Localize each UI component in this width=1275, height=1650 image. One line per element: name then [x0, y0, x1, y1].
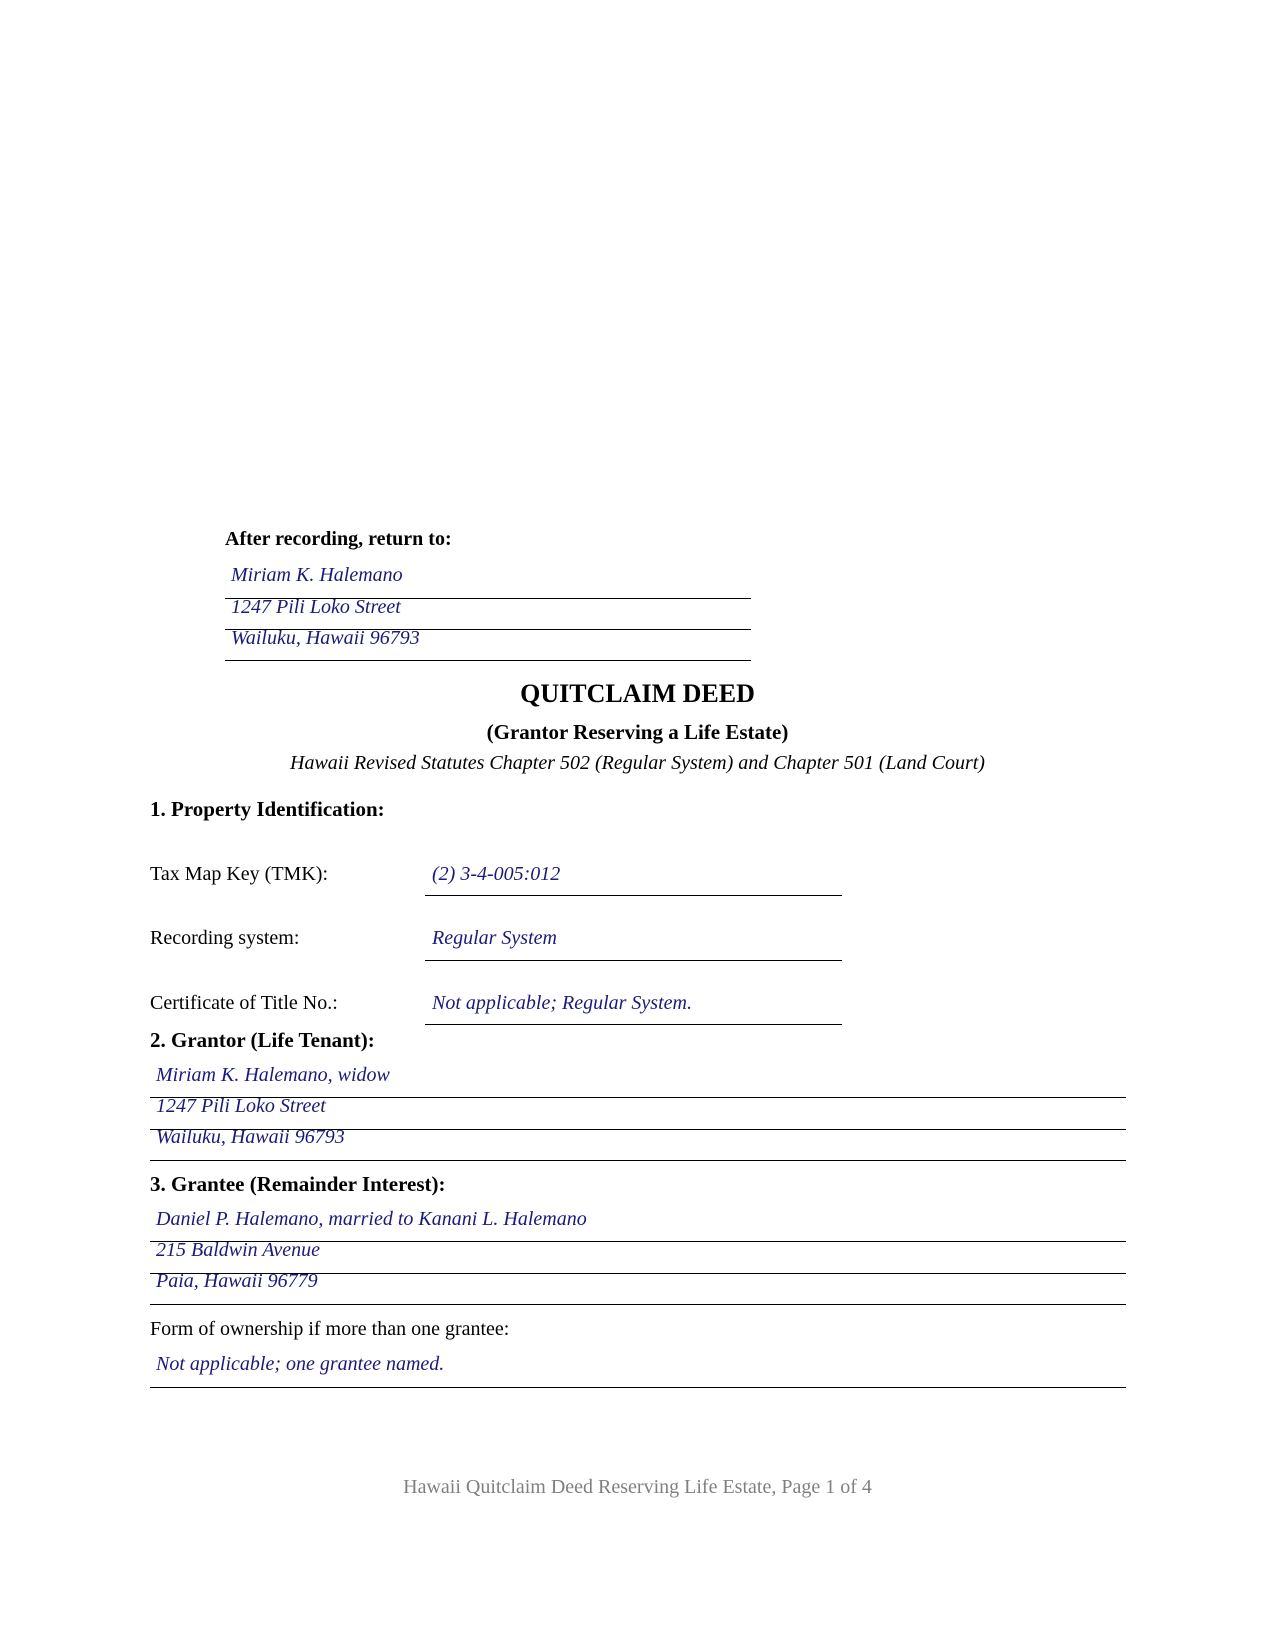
- ownership-underline: [150, 1387, 1126, 1388]
- certificate-underline: [425, 1024, 842, 1025]
- certificate-label: Certificate of Title No.:: [150, 992, 338, 1014]
- ownership-label: Form of ownership if more than one grantee:: [150, 1318, 510, 1340]
- grantee-street[interactable]: 215 Baldwin Avenue: [156, 1239, 321, 1261]
- return-to-line-3: [225, 660, 751, 661]
- tmk-label: Tax Map Key (TMK):: [150, 863, 328, 885]
- grantor-street[interactable]: 1247 Pili Loko Street: [156, 1095, 326, 1117]
- grantee-city[interactable]: Paia, Hawaii 96779: [156, 1270, 318, 1292]
- return-to-heading: After recording, return to:: [225, 528, 452, 550]
- return-to-city[interactable]: Wailuku, Hawaii 96793: [231, 627, 420, 649]
- document-title: QUITCLAIM DEED: [520, 679, 755, 708]
- grantor-city[interactable]: Wailuku, Hawaii 96793: [156, 1126, 345, 1148]
- property-section-heading: 1. Property Identification:: [150, 797, 385, 821]
- recording-system-underline: [425, 960, 842, 961]
- recording-system-label: Recording system:: [150, 927, 300, 949]
- ownership-value[interactable]: Not applicable; one grantee named.: [156, 1353, 445, 1375]
- grantee-line-3: [150, 1304, 1126, 1305]
- grantor-line-3: [150, 1160, 1126, 1161]
- return-to-street[interactable]: 1247 Pili Loko Street: [231, 596, 401, 618]
- tmk-underline: [425, 895, 842, 896]
- tmk-value[interactable]: (2) 3-4-005:012: [432, 863, 561, 885]
- grantor-name[interactable]: Miriam K. Halemano, widow: [156, 1064, 390, 1086]
- grantee-name[interactable]: Daniel P. Halemano, married to Kanani L. Halemano: [156, 1208, 587, 1230]
- grantor-section-heading: 2. Grantor (Life Tenant):: [150, 1028, 375, 1052]
- recording-system-value[interactable]: Regular System: [432, 927, 557, 949]
- page-footer: Hawaii Quitclaim Deed Reserving Life Estate, Page 1 of 4: [403, 1476, 872, 1498]
- statute-reference: Hawaii Revised Statutes Chapter 502 (Regular System) and Chapter 501 (Land Court): [290, 752, 985, 774]
- grantee-section-heading: 3. Grantee (Remainder Interest):: [150, 1172, 446, 1196]
- document-subtitle: (Grantor Reserving a Life Estate): [486, 720, 789, 744]
- certificate-value[interactable]: Not applicable; Regular System.: [432, 992, 692, 1014]
- return-to-name[interactable]: Miriam K. Halemano: [231, 564, 403, 586]
